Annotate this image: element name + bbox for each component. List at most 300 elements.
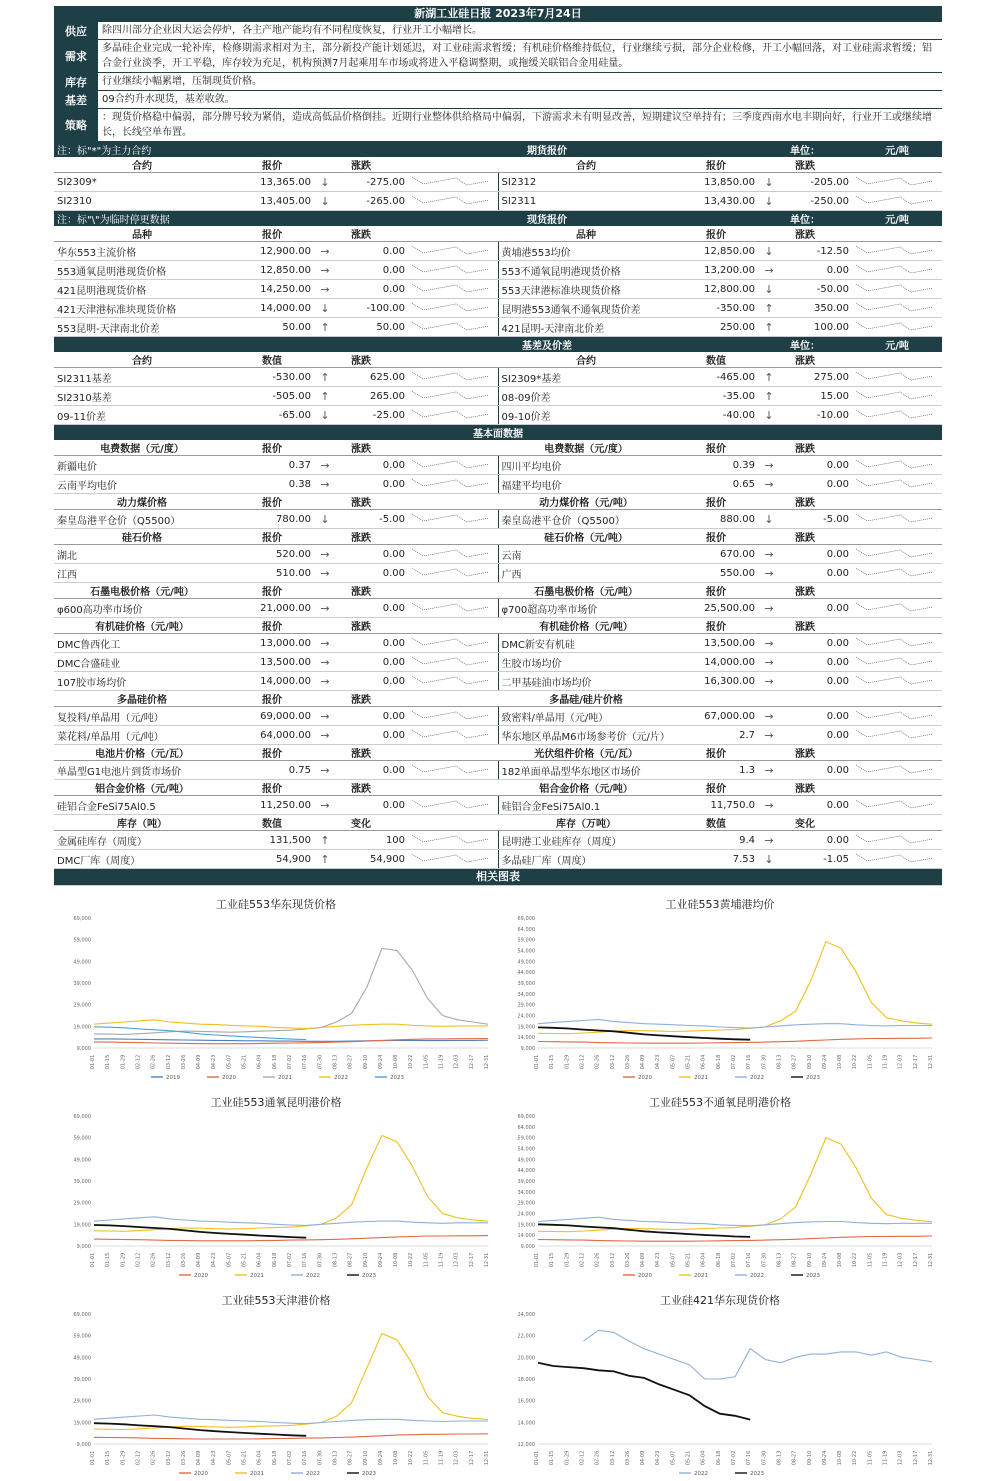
- row-value: 13,200.00: [674, 261, 758, 280]
- chart-title: 工业硅553不通氧昆明港价格: [649, 1096, 791, 1109]
- sparkline: [852, 634, 942, 653]
- y-tick-label: 14,000: [517, 1233, 535, 1240]
- row-change: 0.00: [780, 672, 852, 691]
- column-header: 涨跌: [314, 745, 408, 761]
- sparkline: [852, 406, 942, 425]
- x-tick-label: 06-18: [715, 1450, 722, 1466]
- y-tick-label: 69,000: [73, 1114, 91, 1120]
- row-name: SI2312: [498, 173, 674, 192]
- section-title: 基本面数据: [54, 425, 942, 441]
- y-tick-label: 39,000: [517, 1179, 535, 1185]
- row-name: 昆明港553通氧不通氧现货价差: [498, 299, 674, 318]
- x-tick-label: 07-02: [287, 1450, 293, 1466]
- trend-arrow-icon: →: [314, 475, 336, 494]
- y-tick-label: 16,000: [517, 1398, 535, 1405]
- column-header: 数值: [230, 815, 314, 831]
- x-tick-label: 09-10: [362, 1450, 369, 1466]
- row-value: 64,000.00: [230, 726, 314, 745]
- table-row: [54, 456, 942, 475]
- legend-label: 2020: [194, 1273, 208, 1279]
- x-tick-label: 03-26: [624, 1054, 631, 1070]
- y-tick-label: 59,000: [517, 1135, 535, 1142]
- row-change: 0.00: [336, 653, 408, 672]
- section-bar: [54, 142, 942, 157]
- column-header: 品种: [54, 226, 230, 242]
- subsection-header: [54, 440, 942, 456]
- x-tick-label: 11-05: [867, 1054, 874, 1070]
- legend-label: 2022: [306, 1471, 320, 1477]
- x-tick-label: 05-21: [685, 1252, 692, 1268]
- x-tick-label: 02-12: [135, 1054, 142, 1070]
- x-tick-label: 03-12: [609, 1054, 616, 1070]
- column-header: 报价: [674, 583, 758, 599]
- row-value: 0.38: [230, 475, 314, 494]
- x-tick-label: 01-01: [90, 1252, 96, 1268]
- chart: [498, 886, 942, 1084]
- x-tick-label: 01-01: [534, 1252, 540, 1268]
- section-title: 现货报价: [336, 211, 758, 227]
- summary-text: 09合约升水现货，基差收敛。: [102, 94, 235, 105]
- trend-arrow-icon: ↑: [314, 850, 336, 869]
- summary-label: 库存: [54, 73, 98, 90]
- report-title: 新湖工业硅日报 2023年7月24日: [54, 6, 942, 22]
- row-change: 0.00: [780, 634, 852, 653]
- row-change: 0.00: [780, 653, 852, 672]
- y-tick-label: 64,000: [517, 926, 535, 933]
- y-tick-label: 29,000: [73, 1002, 91, 1009]
- column-header: 涨跌: [758, 745, 852, 761]
- subsection-title: 石墨电极价格（元/吨）: [498, 583, 674, 599]
- x-tick-label: 07-30: [317, 1252, 324, 1268]
- x-tick-label: 05-21: [685, 1054, 692, 1070]
- trend-arrow-icon: →: [314, 726, 336, 745]
- subsection-header: [54, 745, 942, 761]
- x-tick-label: 06-04: [256, 1450, 263, 1466]
- column-header: 变化: [314, 815, 408, 831]
- subsection-header: [54, 618, 942, 634]
- x-tick-label: 11-05: [867, 1450, 874, 1466]
- x-tick-label: 07-02: [731, 1054, 737, 1070]
- y-tick-label: 19,000: [73, 1024, 91, 1031]
- x-tick-label: 12-03: [453, 1252, 460, 1268]
- x-tick-label: 09-24: [377, 1054, 384, 1070]
- x-tick-label: 09-24: [377, 1252, 384, 1268]
- row-name: 江西: [54, 564, 230, 583]
- x-tick-label: 03-26: [180, 1054, 187, 1070]
- row-value: 1.3: [674, 761, 758, 780]
- y-tick-label: 39,000: [73, 1377, 91, 1383]
- trend-arrow-icon: ↓: [758, 280, 780, 299]
- sparkline: [852, 761, 942, 780]
- row-value: 13,500.00: [230, 653, 314, 672]
- x-tick-label: 12-31: [484, 1054, 490, 1070]
- legend-label: 2022: [334, 1075, 348, 1081]
- legend-label: 2021: [694, 1273, 708, 1279]
- x-tick-label: 06-18: [271, 1252, 278, 1268]
- row-name: 昆明港工业硅库存（周度）: [498, 831, 674, 850]
- row-change: 0.00: [336, 242, 408, 261]
- summary-row: [54, 40, 942, 73]
- column-header: 数值: [230, 352, 314, 368]
- x-tick-label: 03-12: [609, 1450, 616, 1466]
- table-row: [54, 761, 942, 780]
- x-tick-label: 10-22: [408, 1054, 415, 1070]
- x-tick-label: 06-18: [715, 1054, 722, 1070]
- trend-arrow-icon: ↓: [758, 406, 780, 425]
- row-name: 421昆明-天津南北价差: [498, 318, 674, 337]
- x-tick-label: 11-19: [882, 1054, 889, 1070]
- x-tick-label: 01-29: [564, 1252, 571, 1268]
- trend-arrow-icon: →: [758, 545, 780, 564]
- row-change: 0.00: [780, 564, 852, 583]
- sparkline: [852, 299, 942, 318]
- trend-arrow-icon: →: [758, 796, 780, 815]
- row-change: 0.00: [336, 761, 408, 780]
- trend-arrow-icon: →: [314, 599, 336, 618]
- row-name: DMC鲁西化工: [54, 634, 230, 653]
- row-name: 黄埔港553均价: [498, 242, 674, 261]
- y-tick-label: 49,000: [73, 1355, 91, 1362]
- legend-label: 2023: [806, 1075, 820, 1081]
- summary-text: 除四川部分企业因大运会停炉，各主产地产能均有不同程度恢复，行业开工小幅增长。: [102, 25, 482, 36]
- subsection-title: 多晶硅价格: [54, 691, 230, 707]
- legend-label: 2023: [362, 1273, 376, 1279]
- row-name: 硅铝合金FeSi75Al0.1: [498, 796, 674, 815]
- row-change: 0.00: [780, 707, 852, 726]
- row-name: DMC厂库（周度）: [54, 850, 230, 869]
- x-tick-label: 08-27: [791, 1450, 798, 1466]
- subsection-title: 电费数据（元/度）: [54, 440, 230, 456]
- y-tick-label: 39,000: [73, 981, 91, 987]
- row-change: 350.00: [780, 299, 852, 318]
- trend-arrow-icon: →: [758, 672, 780, 691]
- y-tick-label: 69,000: [517, 916, 535, 922]
- trend-arrow-icon: ↓: [314, 299, 336, 318]
- column-header: 报价: [674, 226, 758, 242]
- row-change: -205.00: [780, 173, 852, 192]
- x-tick-label: 04-09: [196, 1450, 203, 1466]
- y-tick-label: 29,000: [73, 1398, 91, 1405]
- column-header: 品种: [498, 226, 674, 242]
- row-name: 421昆明港现货价格: [54, 280, 230, 299]
- column-header: 报价: [674, 494, 758, 510]
- sparkline: [408, 318, 498, 337]
- sparkline: [408, 726, 498, 745]
- row-name: 复投料/单晶用（元/吨）: [54, 707, 230, 726]
- sparkline: [852, 545, 942, 564]
- sparkline: [408, 510, 498, 529]
- column-header: 涨跌: [314, 226, 408, 242]
- y-tick-label: 29,000: [73, 1200, 91, 1207]
- legend-label: 2022: [750, 1075, 764, 1081]
- row-name: 生胶市场均价: [498, 653, 674, 672]
- row-value: 510.00: [230, 564, 314, 583]
- series-line: [538, 1217, 932, 1226]
- row-name: DMC合盛硅业: [54, 653, 230, 672]
- series-line: [94, 948, 488, 1034]
- row-name: 云南: [498, 545, 674, 564]
- row-change: 0.00: [336, 545, 408, 564]
- table-row: [54, 242, 942, 261]
- x-tick-label: 12-03: [897, 1054, 904, 1070]
- column-header: 数值: [674, 815, 758, 831]
- y-tick-label: 34,000: [517, 1189, 535, 1196]
- row-change: 275.00: [780, 368, 852, 387]
- table-row: [54, 192, 942, 211]
- sparkline: [852, 387, 942, 406]
- x-tick-label: 02-26: [594, 1054, 601, 1070]
- table-row: [54, 653, 942, 672]
- row-name: 金属硅库存（周度）: [54, 831, 230, 850]
- trend-arrow-icon: ↓: [314, 173, 336, 192]
- sparkline: [852, 475, 942, 494]
- x-tick-label: 03-26: [624, 1252, 631, 1268]
- sparkline: [852, 318, 942, 337]
- y-tick-label: 44,000: [517, 970, 535, 977]
- column-headers: [54, 226, 942, 242]
- x-tick-label: 04-23: [655, 1450, 662, 1466]
- x-tick-label: 09-10: [362, 1252, 369, 1268]
- row-name: 华东553主流价格: [54, 242, 230, 261]
- row-name: 182单面单晶型华东地区市场价: [498, 761, 674, 780]
- row-name: 08-09价差: [498, 387, 674, 406]
- column-header: [852, 226, 942, 242]
- spacer: [408, 745, 498, 761]
- y-tick-label: 39,000: [73, 1179, 91, 1185]
- x-tick-label: 01-29: [564, 1450, 571, 1466]
- trend-arrow-icon: ↑: [314, 318, 336, 337]
- trend-arrow-icon: ↓: [758, 192, 780, 211]
- row-name: 秦皇岛港平仓价（Q5500）: [498, 510, 674, 529]
- x-tick-label: 02-26: [594, 1252, 601, 1268]
- chart-title: 工业硅553天津港价格: [221, 1294, 331, 1307]
- spacer: [852, 691, 942, 707]
- x-tick-label: 02-12: [579, 1252, 586, 1268]
- spacer: [852, 583, 942, 599]
- sparkline: [408, 456, 498, 475]
- unit-value: 元/吨: [852, 142, 942, 157]
- spacer: [852, 618, 942, 634]
- x-tick-label: 08-13: [332, 1054, 339, 1070]
- row-change: 0.00: [336, 726, 408, 745]
- legend-label: 2021: [694, 1075, 708, 1081]
- chart-plot: [54, 1110, 498, 1280]
- row-name: φ600高功率市场价: [54, 599, 230, 618]
- row-value: 0.65: [674, 475, 758, 494]
- table-row: [54, 387, 942, 406]
- x-tick-label: 12-31: [928, 1054, 934, 1070]
- row-change: -50.00: [780, 280, 852, 299]
- section-title: 基差及价差: [336, 337, 758, 353]
- row-value: 13,500.00: [674, 634, 758, 653]
- subsection-title: 硅石价格: [54, 529, 230, 545]
- column-header: 涨跌: [758, 352, 852, 368]
- sparkline: [408, 242, 498, 261]
- chart-title: 工业硅421华东现货价格: [660, 1294, 780, 1307]
- sparkline: [852, 599, 942, 618]
- legend-label: 2022: [694, 1471, 708, 1477]
- row-value: 0.75: [230, 761, 314, 780]
- y-tick-label: 9,000: [520, 1046, 535, 1052]
- spacer: [852, 780, 942, 796]
- y-tick-label: 59,000: [73, 937, 91, 944]
- x-tick-label: 07-02: [731, 1450, 737, 1466]
- trend-arrow-icon: →: [314, 545, 336, 564]
- sparkline: [408, 707, 498, 726]
- x-tick-label: 01-29: [564, 1054, 571, 1070]
- table-row: [54, 726, 942, 745]
- x-tick-label: 02-12: [135, 1252, 142, 1268]
- row-name: SI2310: [54, 192, 230, 211]
- row-value: 50.00: [230, 318, 314, 337]
- y-tick-label: 29,000: [517, 1002, 535, 1009]
- row-change: 0.00: [336, 564, 408, 583]
- trend-arrow-icon: →: [314, 672, 336, 691]
- column-header: 涨跌: [758, 226, 852, 242]
- row-change: 0.00: [336, 261, 408, 280]
- column-header: 涨跌: [314, 440, 408, 456]
- x-tick-label: 12-03: [453, 1450, 460, 1466]
- y-tick-label: 19,000: [517, 1024, 535, 1031]
- row-value: -40.00: [674, 406, 758, 425]
- table-row: [54, 261, 942, 280]
- sparkline: [408, 672, 498, 691]
- row-value: 13,000.00: [230, 634, 314, 653]
- row-change: 0.00: [336, 634, 408, 653]
- y-tick-label: 44,000: [517, 1168, 535, 1175]
- sparkline: [852, 173, 942, 192]
- trend-arrow-icon: ↓: [314, 192, 336, 211]
- y-tick-label: 59,000: [517, 937, 535, 944]
- column-header: 涨跌: [758, 494, 852, 510]
- column-headers: [54, 352, 942, 368]
- trend-arrow-icon: →: [314, 280, 336, 299]
- x-tick-label: 12-31: [928, 1450, 934, 1466]
- summary-section: [54, 22, 942, 142]
- table-row: [54, 280, 942, 299]
- row-name: DMC新安有机硅: [498, 634, 674, 653]
- spacer: [408, 583, 498, 599]
- summary-label: 基差: [54, 91, 98, 108]
- x-tick-label: 09-10: [806, 1450, 813, 1466]
- sparkline: [408, 299, 498, 318]
- sparkline: [852, 368, 942, 387]
- x-tick-label: 02-26: [150, 1252, 157, 1268]
- row-name: 553不通氧昆明港现货价格: [498, 261, 674, 280]
- trend-arrow-icon: →: [314, 564, 336, 583]
- y-tick-label: 59,000: [73, 1135, 91, 1142]
- spacer: [408, 440, 498, 456]
- x-tick-label: 12-17: [468, 1450, 475, 1466]
- row-name: 福建平均电价: [498, 475, 674, 494]
- row-name: 单晶型G1电池片到货市场价: [54, 761, 230, 780]
- legend-label: 2022: [306, 1273, 320, 1279]
- row-name: SI2311: [498, 192, 674, 211]
- trend-arrow-icon: →: [758, 653, 780, 672]
- x-tick-label: 12-17: [912, 1252, 919, 1268]
- subsection-title: 电池片价格（元/瓦）: [54, 745, 230, 761]
- subsection-title: 铝合金价格（元/吨）: [54, 780, 230, 796]
- x-tick-label: 08-27: [791, 1252, 798, 1268]
- legend-label: 2020: [222, 1075, 236, 1081]
- row-value: 131,500: [230, 831, 314, 850]
- section-bar: [54, 425, 942, 441]
- trend-arrow-icon: →: [758, 707, 780, 726]
- x-tick-label: 02-12: [579, 1450, 586, 1466]
- summary-row: [54, 73, 942, 91]
- row-change: -1.05: [780, 850, 852, 869]
- sparkline: [408, 387, 498, 406]
- y-tick-label: 24,000: [517, 1312, 535, 1318]
- chart-title: 工业硅553华东现货价格: [216, 898, 336, 911]
- section-note: [54, 337, 336, 353]
- y-tick-label: 12,000: [517, 1442, 535, 1448]
- x-tick-label: 11-05: [867, 1252, 874, 1268]
- subsection-header: [54, 815, 942, 831]
- x-tick-label: 04-09: [640, 1450, 647, 1466]
- x-tick-label: 06-04: [700, 1450, 707, 1466]
- row-value: 11,250.00: [230, 796, 314, 815]
- x-tick-label: 01-01: [90, 1054, 96, 1070]
- x-tick-label: 08-13: [776, 1450, 783, 1466]
- x-tick-label: 01-15: [105, 1252, 112, 1268]
- legend-label: 2021: [250, 1471, 264, 1477]
- x-tick-label: 10-08: [837, 1450, 844, 1466]
- chart-plot: [498, 1110, 942, 1280]
- row-change: 0.00: [780, 475, 852, 494]
- trend-arrow-icon: →: [758, 564, 780, 583]
- x-tick-label: 12-31: [928, 1252, 934, 1268]
- x-tick-label: 02-26: [150, 1450, 157, 1466]
- subsection-title: 动力煤价格: [54, 494, 230, 510]
- chart: [498, 1084, 942, 1282]
- row-change: 15.00: [780, 387, 852, 406]
- x-tick-label: 09-10: [806, 1054, 813, 1070]
- y-tick-label: 49,000: [517, 959, 535, 966]
- spacer: [852, 440, 942, 456]
- x-tick-label: 04-23: [655, 1252, 662, 1268]
- x-tick-label: 07-16: [746, 1252, 753, 1268]
- row-name: 553天津港标准块现货价格: [498, 280, 674, 299]
- row-change: -10.00: [780, 406, 852, 425]
- series-line: [584, 1330, 933, 1379]
- sparkline: [852, 850, 942, 869]
- column-header: 合约: [498, 352, 674, 368]
- row-value: 7.53: [674, 850, 758, 869]
- subsection-title: 石墨电极价格（元/吨）: [54, 583, 230, 599]
- subsection-header: [54, 494, 942, 510]
- trend-arrow-icon: ↓: [758, 850, 780, 869]
- summary-row: [54, 22, 942, 40]
- row-change: -100.00: [336, 299, 408, 318]
- column-header: 报价: [230, 691, 314, 707]
- table-row: [54, 510, 942, 529]
- sparkline: [852, 726, 942, 745]
- chart: [54, 1282, 498, 1480]
- column-header: 报价: [230, 529, 314, 545]
- summary-text: ：现货价格稳中偏弱，部分牌号较为紧俏，造成高低品价格倒挂。近期行业整体供给格局中偏弱，下游需求未有明显改善，短期建议空单持有；三季度西南水电丰期向好，行业开工或继续增长，长线空单布置。: [102, 112, 932, 138]
- x-tick-label: 05-21: [241, 1450, 248, 1466]
- row-value: 9.4: [674, 831, 758, 850]
- x-tick-label: 12-31: [484, 1450, 490, 1466]
- series-line: [538, 1363, 750, 1420]
- chart-title: 工业硅553黄埔港均价: [665, 898, 775, 911]
- spacer: [408, 529, 498, 545]
- x-tick-label: 03-12: [165, 1450, 172, 1466]
- report: [54, 6, 942, 1481]
- spacer: [852, 529, 942, 545]
- trend-arrow-icon: →: [314, 242, 336, 261]
